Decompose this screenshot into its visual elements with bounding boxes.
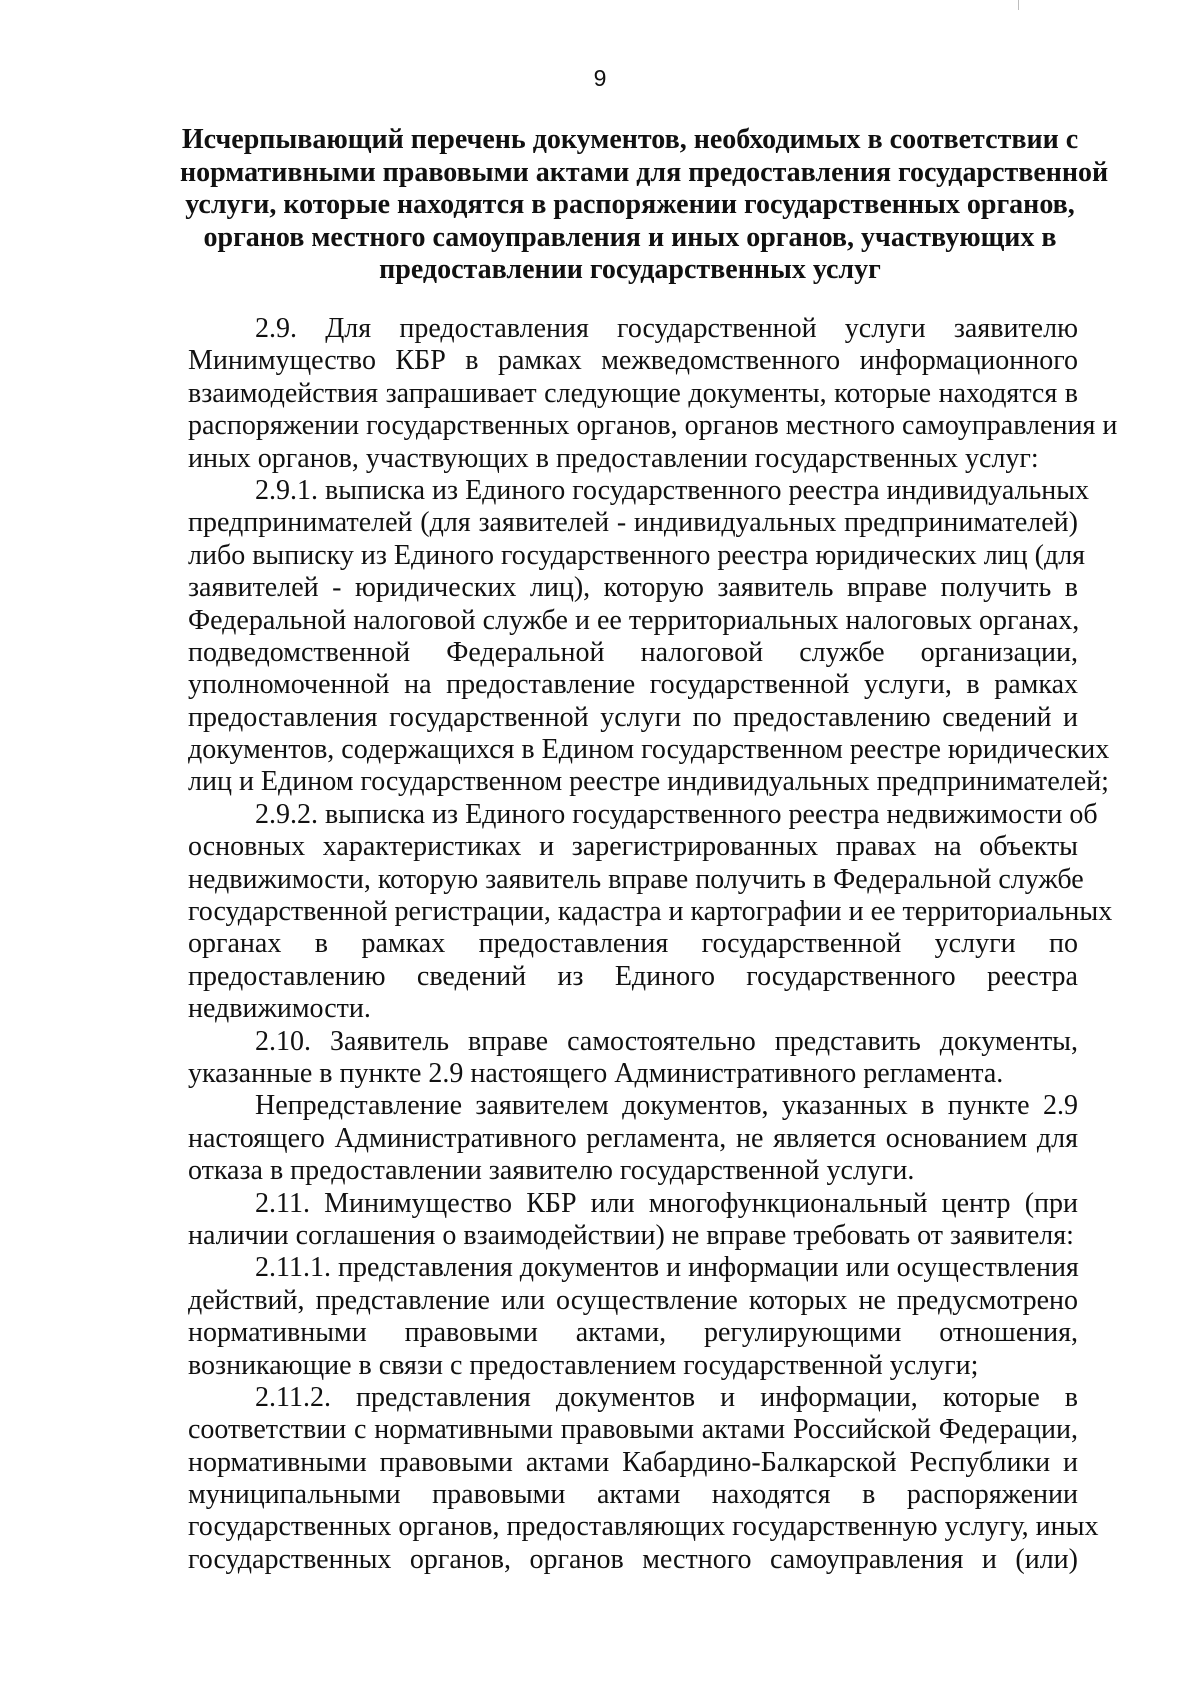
- paragraph-line: 2.9.1. выписка из Единого государственного реестра индивидуальных: [255, 474, 1090, 506]
- paragraph-line: Непредставление заявителем документов, указанных в пункте 2.9: [255, 1090, 1078, 1122]
- paragraph-line: государственных органов, предоставляющих государственную услугу, иных: [188, 1511, 1099, 1543]
- paragraph-line: 2.11.2. представления документов и информации, которые в: [255, 1381, 1078, 1413]
- paragraph-line: нормативными правовыми актами, регулирующими отношения,: [188, 1317, 1078, 1349]
- paragraph-line: недвижимости, которую заявитель вправе получить в Федеральной службе: [188, 863, 1084, 895]
- paragraph-line: Федеральной налоговой службе и ее территориальных налоговых органах,: [188, 604, 1080, 636]
- paragraph-line: уполномоченной на предоставление государственной услуги, в рамках: [188, 669, 1078, 701]
- paragraph-line: наличии соглашения о взаимодействии) не вправе требовать от заявителя:: [188, 1219, 1074, 1251]
- paragraph-line: действий, представление или осуществление которых не предусмотрено: [188, 1284, 1078, 1316]
- paragraph-line: государственной регистрации, кадастра и картографии и ее территориальных: [188, 896, 1113, 928]
- heading-line: органов местного самоуправления и иных органов, участвующих в: [203, 221, 1057, 253]
- paragraph-line: взаимодействия запрашивает следующие документы, которые находятся в: [188, 377, 1078, 409]
- scan-artifact-mark: [1018, 0, 1019, 10]
- paragraph-line: настоящего Административного регламента, не является основанием для: [188, 1122, 1078, 1154]
- heading-line: Исчерпывающий перечень документов, необходимых в соответствии с: [181, 124, 1079, 155]
- paragraph-line: основных характеристиках и зарегистрированных правах на объекты: [188, 831, 1078, 863]
- heading-line: услуги, которые находятся в распоряжении государственных органов,: [185, 189, 1075, 220]
- page-number: 9: [593, 65, 607, 91]
- paragraph-line: 2.9.2. выписка из Единого государственного реестра недвижимости об: [255, 798, 1098, 830]
- paragraph-line: указанные в пункте 2.9 настоящего Административного регламента.: [188, 1057, 1004, 1089]
- paragraph-line: 2.11. Минимущество КБР или многофункциональный центр (при: [255, 1187, 1078, 1219]
- paragraph-line: Минимущество КБР в рамках межведомственного информационного: [188, 345, 1078, 377]
- paragraph-line: заявителей - юридических лиц), которую заявитель вправе получить в: [188, 572, 1078, 604]
- paragraph-line: документов, содержащихся в Едином государственном реестре юридических: [188, 734, 1110, 766]
- heading-line: нормативными правовыми актами для предоставления государственной: [180, 156, 1109, 188]
- paragraph-line: предоставлению сведений из Единого государственного реестра: [188, 960, 1078, 992]
- paragraph-line: либо выписку из Единого государственного реестра юридических лиц (для: [188, 539, 1086, 571]
- paragraph-line: нормативными правовыми актами Кабардино-Балкарской Республики и: [188, 1446, 1078, 1478]
- heading-line: предоставлении государственных услуг: [379, 254, 881, 285]
- paragraph-line: недвижимости.: [188, 993, 371, 1025]
- paragraph-line: отказа в предоставлении заявителю государственной услуги.: [188, 1155, 915, 1187]
- paragraph-line: предпринимателей (для заявителей - индивидуальных предпринимателей): [188, 507, 1078, 539]
- paragraph-line: органах в рамках предоставления государственной услуги по: [188, 928, 1078, 960]
- paragraph-line: государственных органов, органов местного самоуправления и (или): [188, 1543, 1078, 1575]
- paragraph-line: муниципальными правовыми актами находятся в распоряжении: [188, 1479, 1078, 1511]
- paragraph-line: 2.11.1. представления документов и информации или осуществления: [255, 1252, 1079, 1284]
- paragraph-line: подведомственной Федеральной налоговой службе организации,: [188, 636, 1078, 668]
- paragraph-line: 2.10. Заявитель вправе самостоятельно представить документы,: [255, 1025, 1078, 1057]
- body-text: [188, 313, 1118, 1576]
- paragraph-line: распоряжении государственных органов, органов местного самоуправления и: [188, 410, 1118, 442]
- paragraph-line: предоставления государственной услуги по предоставлению сведений и: [188, 701, 1078, 733]
- paragraph-line: лиц и Едином государственном реестре индивидуальных предпринимателей;: [188, 766, 1109, 798]
- paragraph-line: соответствии с нормативными правовыми актами Российской Федерации,: [188, 1414, 1078, 1446]
- paragraph-line: иных органов, участвующих в предоставлении государственных услуг:: [188, 442, 1039, 474]
- paragraph-line: 2.9. Для предоставления государственной услуги заявителю: [255, 313, 1078, 344]
- paragraph-line: возникающие в связи с предоставлением государственной услуги;: [188, 1349, 979, 1381]
- section-heading: [180, 124, 1109, 287]
